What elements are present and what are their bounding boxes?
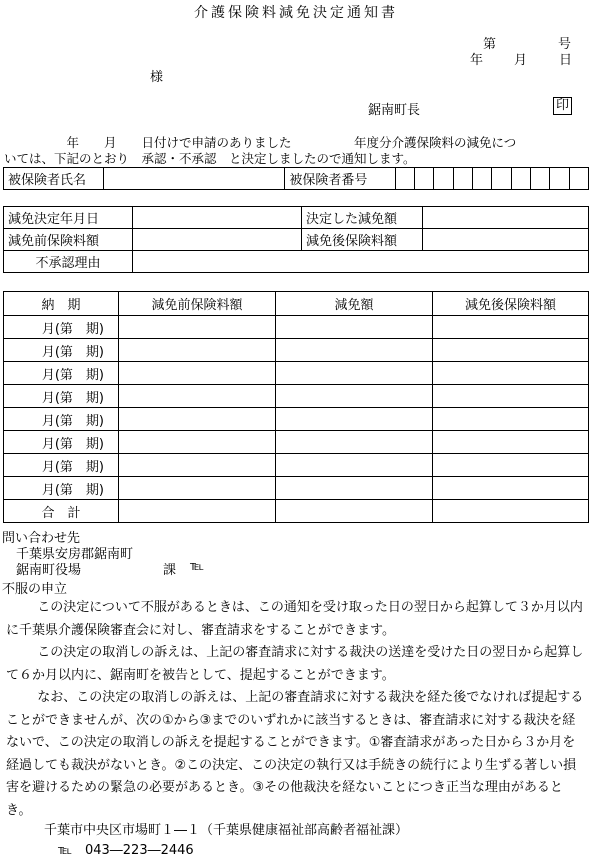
contact-ka: 課 bbox=[163, 563, 177, 578]
appeal-paragraph-1: この決定について不服があるときは、この通知を受け取った日の翌日から起算して３か月以内に千葉県介護保険審査会に対し、審査請求をすることができます。 bbox=[6, 600, 583, 638]
contact-tel: ℡ bbox=[190, 559, 204, 574]
after-amount-label: 減免後保険料額 bbox=[302, 229, 423, 251]
before-amount-value bbox=[133, 229, 302, 251]
mayor-name: 鋸南町長 bbox=[368, 103, 421, 118]
reason-label: 不承認理由 bbox=[4, 251, 133, 273]
intro-line-1: 年 月 日付けで申請のありました 年度分介護保険料の減免につ bbox=[4, 135, 517, 150]
table-row bbox=[4, 339, 589, 362]
term-cell: 月(第 期) bbox=[4, 477, 119, 500]
insured-number-label: 被保険者番号 bbox=[285, 168, 395, 190]
table-row bbox=[4, 316, 589, 339]
appeal-heading: 不服の申立 bbox=[2, 582, 68, 597]
decision-date-value bbox=[133, 207, 302, 229]
date-year: 年 bbox=[470, 53, 484, 68]
appeal-tel: ℡ 043―223―2446 bbox=[58, 843, 194, 858]
total-label: 合 計 bbox=[4, 500, 119, 523]
table-row bbox=[4, 431, 589, 454]
contact-address: 千葉県安房郡鋸南町 bbox=[16, 547, 134, 562]
appeal-address: 千葉市中央区市場町１―１（千葉県健康福祉部高齢者福祉課） bbox=[44, 823, 409, 838]
term-cell: 月(第 期) bbox=[4, 362, 119, 385]
decided-amount-label: 決定した減免額 bbox=[302, 207, 423, 229]
term-cell: 月(第 期) bbox=[4, 316, 119, 339]
schedule-header-before: 減免前保険料額 bbox=[119, 292, 276, 316]
term-cell: 月(第 期) bbox=[4, 385, 119, 408]
after-amount-value bbox=[423, 229, 589, 251]
schedule-header-term: 納 期 bbox=[4, 292, 119, 316]
term-cell: 月(第 期) bbox=[4, 431, 119, 454]
insured-table bbox=[3, 167, 589, 190]
number-dai: 第 bbox=[483, 37, 497, 52]
table-row bbox=[4, 362, 589, 385]
decided-amount-value bbox=[423, 207, 589, 229]
schedule-header-after: 減免後保険料額 bbox=[433, 292, 589, 316]
term-cell: 月(第 期) bbox=[4, 454, 119, 477]
date-day: 日 bbox=[559, 53, 573, 68]
insured-name-value bbox=[104, 168, 285, 190]
table-row bbox=[4, 408, 589, 431]
table-row bbox=[4, 454, 589, 477]
decision-table bbox=[3, 206, 589, 273]
contact-label: 問い合わせ先 bbox=[2, 531, 81, 546]
reason-value bbox=[133, 251, 589, 273]
addressee-sama: 様 bbox=[150, 70, 164, 85]
term-cell: 月(第 期) bbox=[4, 339, 119, 362]
insured-number-boxes bbox=[395, 168, 588, 190]
insured-name-label: 被保険者氏名 bbox=[4, 168, 104, 190]
document-title: 介護保険料減免決定通知書 bbox=[194, 5, 398, 21]
appeal-paragraph-2: この決定の取消しの訴えは、上記の審査請求に対する裁決の送達を受けた日の翌日から起算して６か月以内に、鋸南町を被告として、提起することができます。 bbox=[6, 645, 584, 683]
contact-office: 鋸南町役場 bbox=[16, 563, 82, 578]
schedule-table bbox=[3, 291, 589, 523]
table-row bbox=[4, 477, 589, 500]
intro-line-2: いては、下記のとおり 承認・不承認 と決定しましたので通知します。 bbox=[4, 151, 416, 166]
term-cell: 月(第 期) bbox=[4, 408, 119, 431]
schedule-header-reduction: 減免額 bbox=[276, 292, 433, 316]
appeal-paragraph-3: なお、この決定の取消しの訴えは、上記の審査請求に対する裁決を経た後でなければ提起することができませんが、次の①から③までのいずれかに該当するときは、審査請求に対する裁決を経ないで、この決定の取消しの訴えを提起することができます。①審査請求があった日から３か月を経過しても裁決がないとき。②この決定、この決定の執行又は手続きの続行により生ずる著しい損害を避けるための緊急の必要があるとき。③その他裁決を経ないことにつき正当な理由があるとき。 bbox=[6, 690, 584, 818]
number-go: 号 bbox=[558, 37, 572, 52]
seal-mark: 印 bbox=[553, 97, 572, 115]
before-amount-label: 減免前保険料額 bbox=[4, 229, 133, 251]
date-month: 月 bbox=[514, 53, 528, 68]
decision-date-label: 減免決定年月日 bbox=[4, 207, 133, 229]
table-row bbox=[4, 500, 589, 523]
table-row bbox=[4, 385, 589, 408]
